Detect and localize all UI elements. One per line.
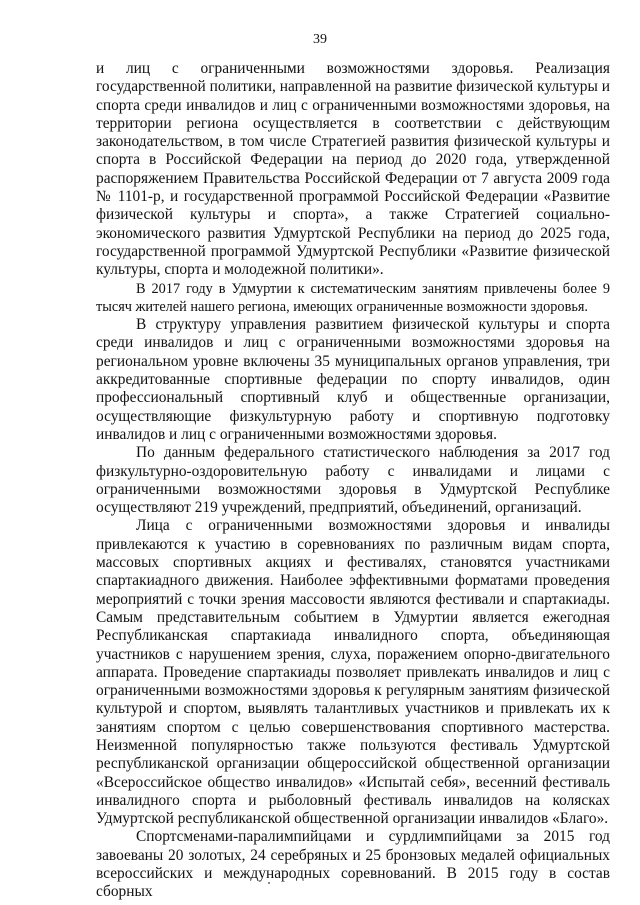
paragraph: В 2017 году в Удмуртии к систематическим занятиям привлечены более 9 тысяч жителей нашего региона, имеющих ограниченные возможности здоровья.: [96, 280, 610, 315]
document-body: [96, 60, 610, 902]
paragraph: и лиц с ограниченными возможностями здоровья. Реализация государственной политики, направленной на развитие физической культуры и спорта среди инвалидов и лиц с ограниченными возможностями здоровья, на территории региона осуществляется в соответствии с действующим законодательством, в том числе Стратегией развития физической культуры и спорта в Российской Федерации на период до 2020 года, утвержденной распоряжением Правительства Российской Федерации от 7 августа 2009 года № 1101-р, и государственной программой Российской Федерации «Развитие физической культуры и спорта», а также Стратегией социально-экономического развития Удмуртской Республики на период до 2025 года, государственной программой Удмуртской Республики «Развитие физической культуры, спорта и молодежной политики».: [96, 60, 610, 279]
paragraph: Лица с ограниченными возможностями здоровья и инвалиды привлекаются к участию в соревнованиях по различным видам спорта, массовых спортивных акциях и фестивалях, становятся участниками спартакиадного движения. Наиболее эффективными форматами проведения мероприятий с точки зрения массовости являются фестивали и спартакиады. Самым представительным событием в Удмуртии является ежегодная Республиканская спартакиада инвалидного спорта, объединяющая участников с нарушением зрения, слуха, поражением опорно-двигательного аппарата. Проведение спартакиады позволяет привлекать инвалидов и лиц с ограниченными возможностями здоровья к регулярным занятиям физической культурой и спортом, выявлять талантливых участников и привлекать их к занятиям спортом с целью совершенствования спортивного мастерства. Неизменной популярностью также пользуются фестиваль Удмуртской республиканской организации общероссийской общественной организации «Всероссийское общество инвалидов» «Испытай себя», весенний фестиваль инвалидного спорта и рыболовный фестиваль инвалидов на колясках Удмуртской республиканской общественной организации инвалидов «Благо».: [96, 517, 610, 828]
paragraph: В структуру управления развитием физической культуры и спорта среди инвалидов и лиц с ограниченными возможностями здоровья на региональном уровне включены 35 муниципальных органов управления, три аккредитованные спортивные федерации по спорту инвалидов, один профессиональный спортивный клуб и общественные организации, осуществляющие физкультурную работу и спортивную подготовку инвалидов и лиц с ограниченными возможностями здоровья.: [96, 316, 610, 443]
page-number: 39: [313, 32, 327, 47]
paragraph: По данным федерального статистического наблюдения за 2017 год физкультурно-оздоровительную работу с инвалидами и лицами с ограниченными возможностями здоровья в Удмуртской Республике осуществляют 219 учреждений, предприятий, объединений, организаций.: [96, 444, 610, 517]
paragraph: Спортсменами-паралимпийцами и сурдлимпийцами за 2015 год завоеваны 20 золотых, 24 серебряных и 25 бронзовых медалей официальных всероссийских и международных соревнований. В 2015 году в состав сборных: [96, 828, 610, 901]
scan-speck: [268, 882, 270, 884]
